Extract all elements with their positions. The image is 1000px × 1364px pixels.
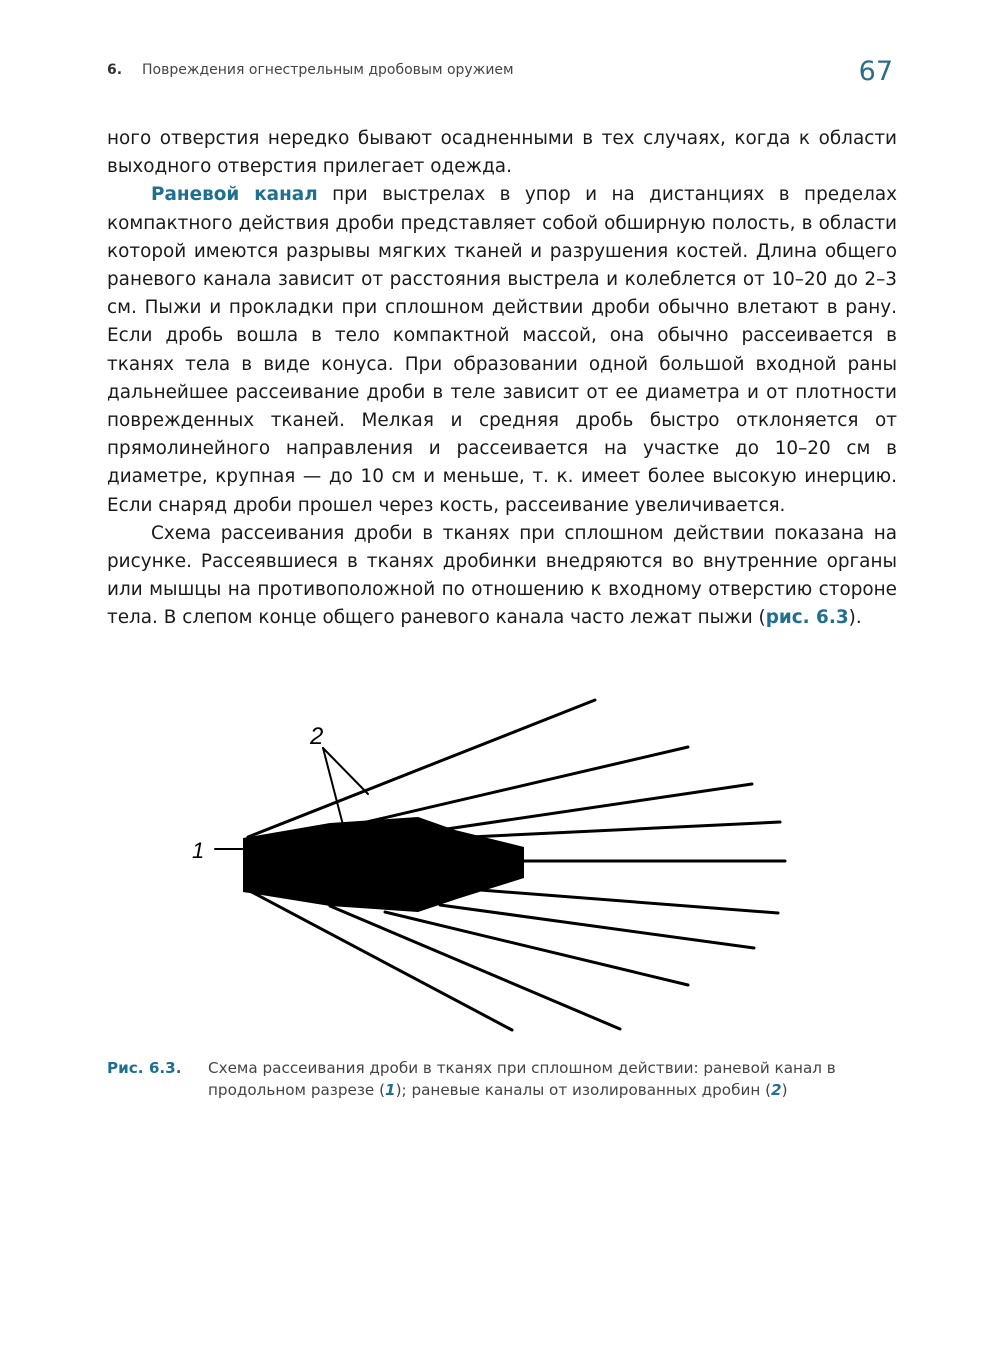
caption-text-c: ): [781, 1081, 788, 1099]
figure-label-2: 2: [310, 723, 324, 750]
chapter-number: 6.: [107, 62, 123, 78]
figure-reference-link[interactable]: рис. 6.3: [765, 607, 849, 629]
caption-text-b: ); раневые каналы от изолированных дробин (: [395, 1081, 772, 1099]
caption-label: Рис. 6.3.: [107, 1059, 182, 1077]
running-header: [107, 56, 897, 100]
paragraph-1-text: ного отверстия нередко бывают осадненными в тех случаях, когда к области выходного отверстия прилегает одежда.: [107, 128, 897, 178]
figure-shot-dispersion-diagram: [180, 690, 820, 1050]
paragraph-3-text: Схема рассеивания дроби в тканях при сплошном действии показана на рисунке. Рассеявшиеся в тканях дробинки внедряются во внутренние органы или мышцы на противоположной по отношению к входному отверстию стороне тела. В слепом конце общего раневого канала часто лежат пыжи (: [107, 522, 897, 629]
paragraph-2-text: при выстрелах в упор и на дистанциях в пределах компактного действия дроби представляет собой обширную полость, в области которой имеются разрывы мягких тканей и разрушения костей. Длина общего раневого канала зависит от расстояния выстрела и колеблется от 10–20 до 2–3 см. Пыжи и прокладки при сплошном действии дроби обычно влетают в рану. Если дробь вошла в тело компактной массой, она обычно рассеивается в тканях тела в виде конуса. При образовании одной большой входной раны дальнейшее рассеивание дроби в теле зависит от ее диаметра и от плотности поврежденных тканей. Мелкая и средняя дробь быстро отклоняется от прямолинейного направления и рассеивается на участке до 10–20 см в диаметре, крупная — до 10 см и меньше, т. к. имеет более высокую инерцию. Если снаряд дроби прошел через кость, рассеивание увеличивается.: [107, 184, 897, 516]
page-number: 67: [858, 56, 893, 87]
pellet-channel-line: [440, 784, 752, 830]
body-text: [107, 125, 897, 633]
pellet-channel-line: [480, 890, 778, 913]
pellet-channel-line: [440, 905, 754, 948]
caption-text: [208, 1057, 896, 1101]
figure-label-1: 1: [192, 838, 205, 863]
caption-num-2: 2: [771, 1081, 782, 1099]
pellet-channel-line: [345, 747, 688, 827]
term-wound-channel: Раневой канал: [151, 184, 318, 206]
caption-num-1: 1: [385, 1081, 396, 1099]
chapter-title: Повреждения огнестрельным дробовым оружием: [142, 62, 514, 78]
paragraph-1: [107, 125, 897, 181]
pellet-channel-line: [248, 890, 512, 1030]
paragraph-3-end: ).: [848, 607, 862, 629]
caption-text-a: Схема рассеивания дроби в тканях при сплошном действии: раневой канал в продольном разрезе (: [208, 1059, 836, 1099]
paragraph-2: [107, 181, 897, 519]
pellet-channel-line: [248, 700, 595, 837]
main-wound-channel-shape: [243, 817, 524, 912]
paragraph-3: [107, 520, 897, 633]
pellet-channel-line: [470, 822, 780, 837]
